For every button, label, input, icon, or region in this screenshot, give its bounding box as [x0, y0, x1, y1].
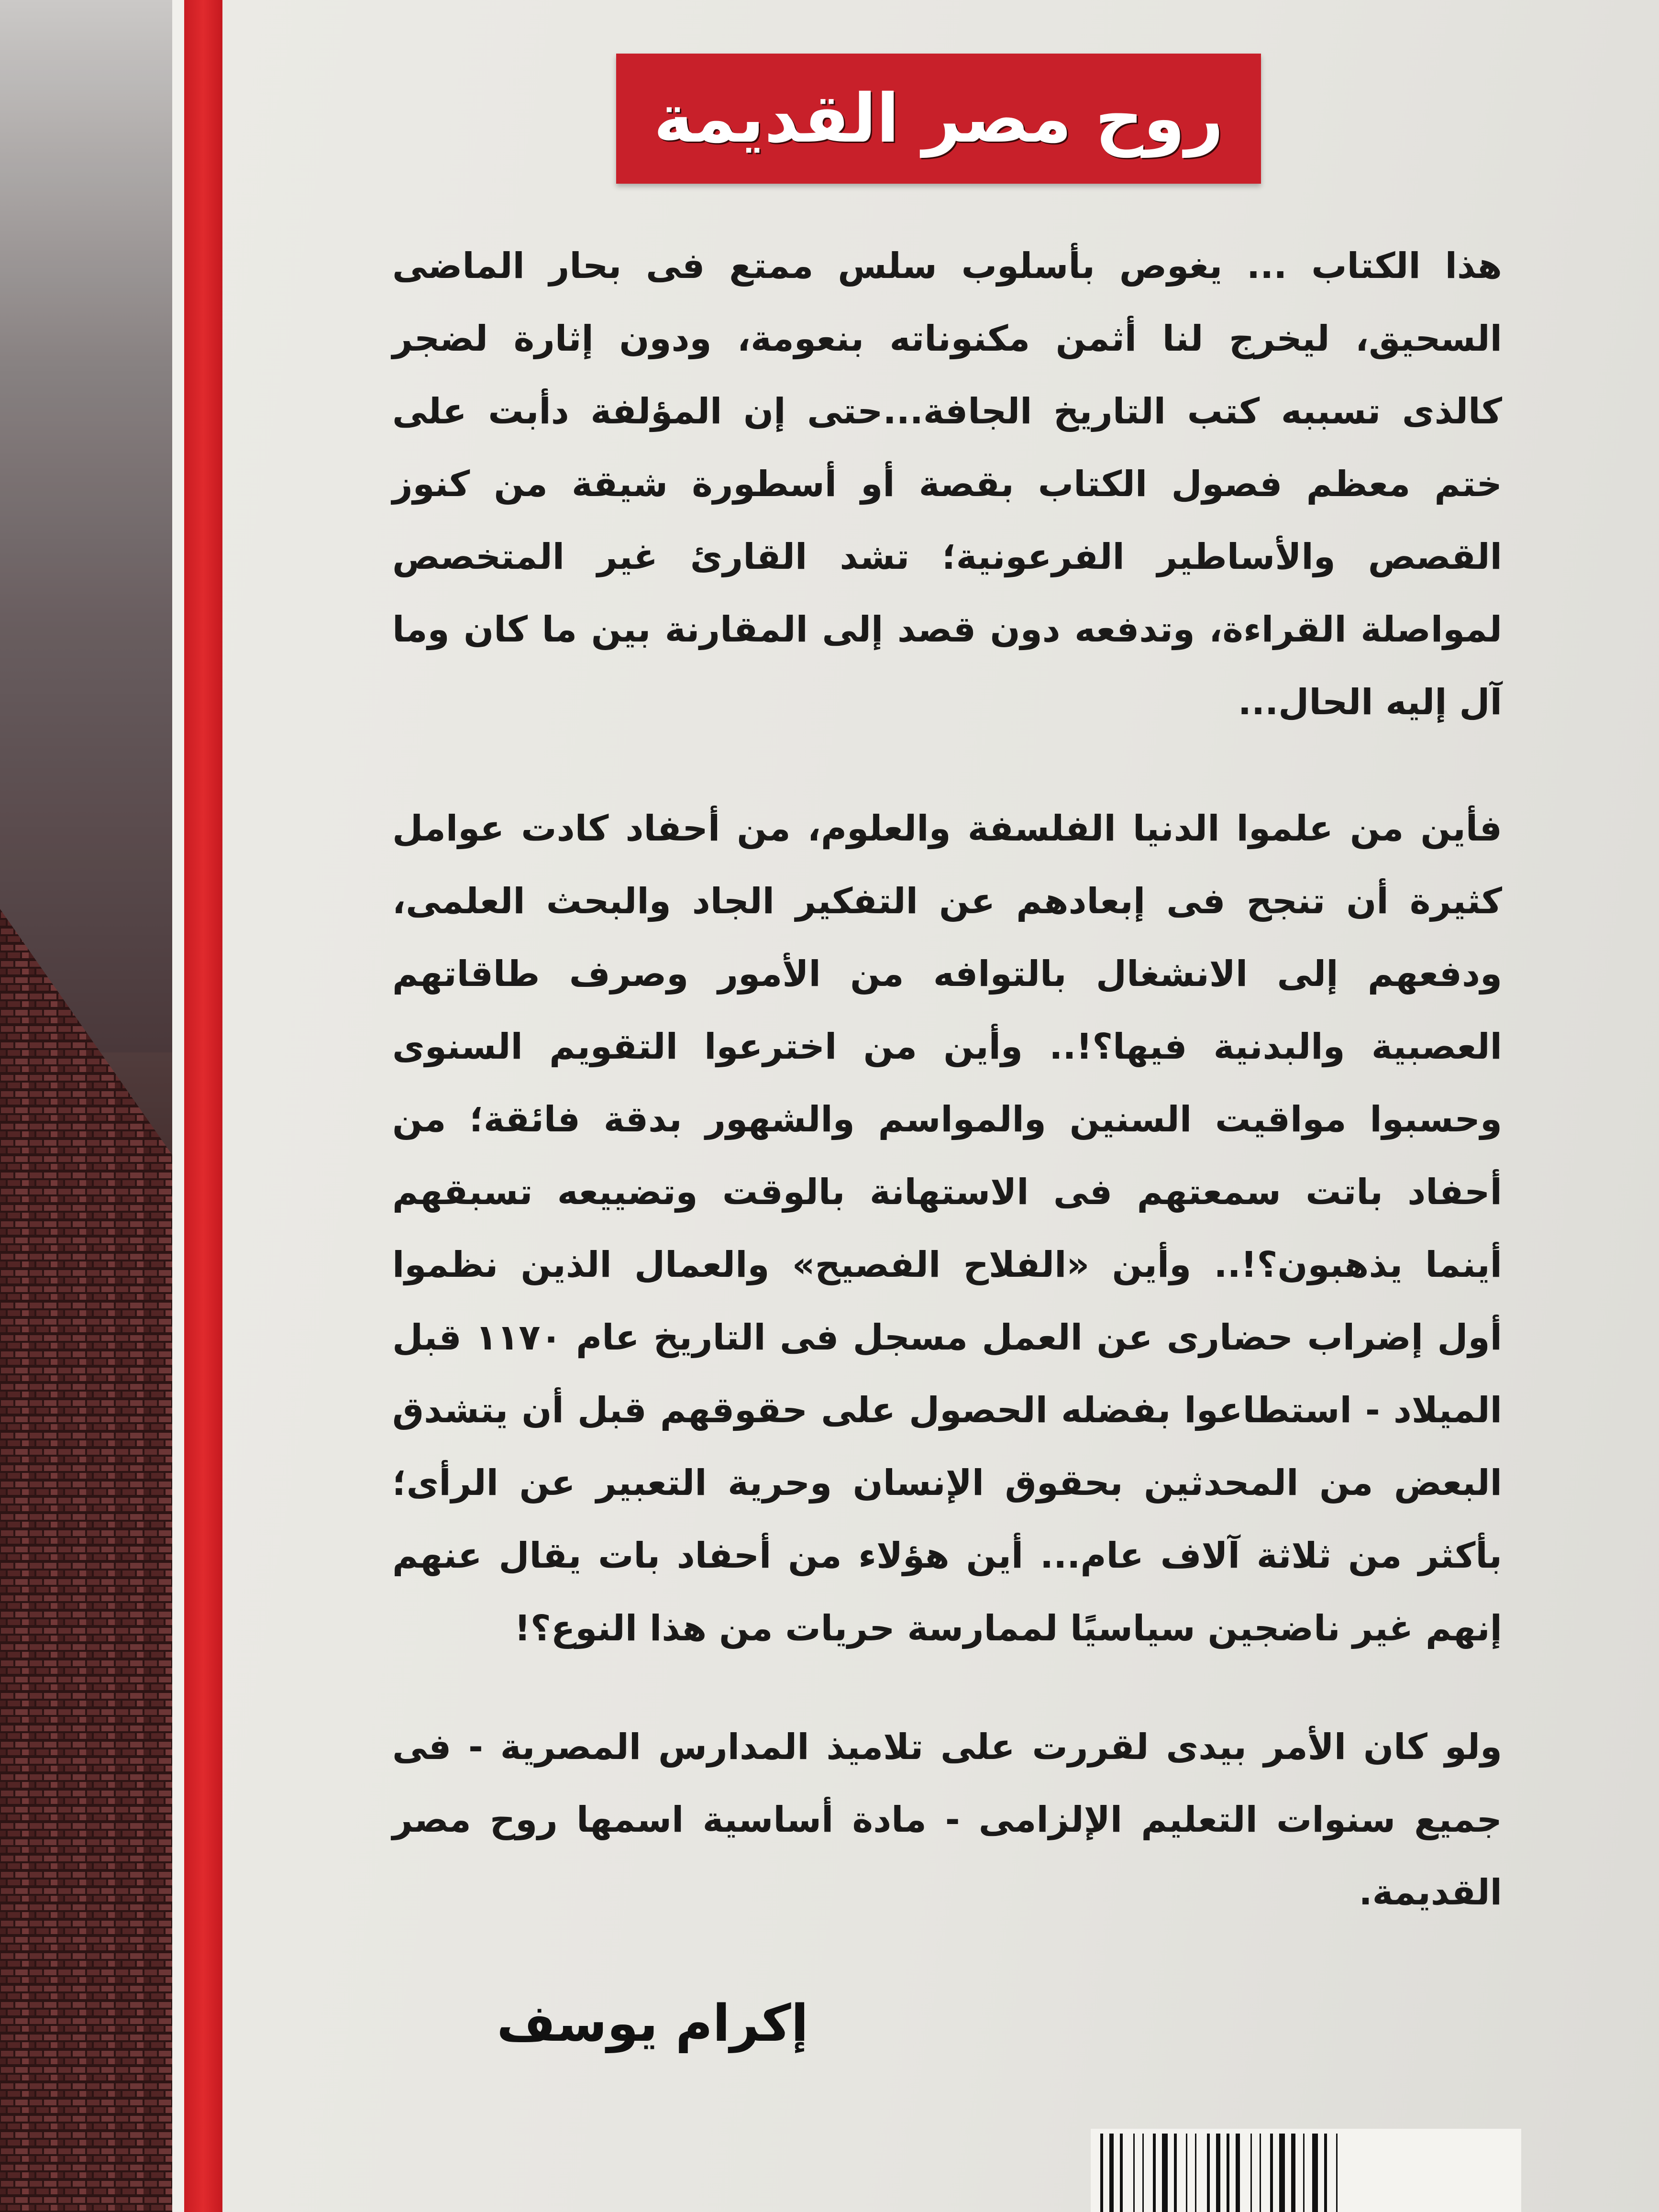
series-title-banner — [616, 54, 1261, 184]
barcode-bar — [1324, 2134, 1327, 2212]
barcode-bar — [1236, 2134, 1240, 2212]
barcode — [1091, 2129, 1521, 2212]
barcode-bar — [1303, 2134, 1305, 2212]
barcode-bar — [1216, 2134, 1220, 2212]
barcode-bar — [1227, 2134, 1229, 2212]
barcode-bar — [1133, 2134, 1135, 2212]
cover-photo-strip — [0, 0, 184, 2212]
author-name: إكرام يوسف — [497, 1994, 808, 2053]
barcode-bar — [1279, 2134, 1285, 2212]
barcode-bar — [1186, 2134, 1187, 2212]
barcode-bar — [1174, 2134, 1177, 2212]
barcode-bar — [1312, 2134, 1318, 2212]
red-vertical-band — [184, 0, 222, 2212]
barcode-bar — [1195, 2134, 1196, 2212]
barcode-bars — [1091, 2129, 1521, 2212]
barcode-bar — [1100, 2134, 1103, 2212]
series-title: روح مصر القديمة — [653, 79, 1224, 158]
barcode-bar — [1270, 2134, 1273, 2212]
barcode-bar — [1291, 2134, 1295, 2212]
barcode-bar — [1109, 2134, 1114, 2212]
blurb-paragraph-1: هذا الكتاب ... يغوص بأسلوب سلس ممتع فى بحار الماضى السحيق، ليخرج لنا أثمن مكنوناته بنعومة، ودون إثارة لضجر كالذى تسببه كتب التاريخ الجافة...حتى إن المؤلفة دأبت على ختم معظم فصول الكتاب بقصة أو أسطورة شيقة من كنوز القصص والأساطير الفرعونية؛ تشد القارئ غير المتخصص لمواصلة القراءة، وتدفعه دون قصد إلى المقارنة بين ما كان وما آل إليه الحال... — [392, 245, 1502, 723]
barcode-bar — [1153, 2134, 1156, 2212]
blurb-text — [392, 230, 1502, 1962]
pyramid-photo — [0, 0, 184, 2212]
blurb-paragraph-2: فأين من علموا الدنيا الفلسفة والعلوم، من أحفاد كادت عوامل كثيرة أن تنجح فى إبعادهم عن التفكير الجاد والبحث العلمى، ودفعهم إلى الانشغال بالتوافه من الأمور وصرف طاقاتهم العصبية والبدنية فيها؟!.. وأين من اخترعوا التقويم السنوى وحسبوا مواقيت السنين والمواسم والشهور بدقة فائقة؛ من أحفاد باتت سمعتهم فى الاستهانة بالوقت وتضييعه تسبقهم أينما يذهبون؟!.. وأين «الفلاح الفصيح» والعمال الذين نظموا أول إضراب حضارى عن العمل مسجل فى التاريخ عام ١١٧٠ قبل الميلاد - استطاعوا بفضله الحصول على حقوقهم قبل أن يتشدق البعض من المحدثين بحقوق الإنسان وحرية التعبير عن الرأى؛ بأكثر من ثلاثة آلاف عام... أين هؤلاء من أحفاد بات يقال عنهم إنهم غير ناضجين سياسيًا لممارسة حريات من هذا النوع؟! — [392, 808, 1502, 1649]
barcode-bar — [1250, 2134, 1252, 2212]
barcode-bar — [1260, 2134, 1261, 2212]
barcode-bar — [1336, 2134, 1338, 2212]
blurb-paragraph-3: ولو كان الأمر بيدى لقررت على تلاميذ المدارس المصرية - فى جميع سنوات التعليم الإلزامى - مادة أساسية اسمها روح مصر القديمة. — [392, 1726, 1502, 1913]
barcode-bar — [1120, 2134, 1123, 2212]
barcode-bar — [1207, 2134, 1210, 2212]
cover-edge-gap — [172, 0, 186, 2212]
barcode-bar — [1162, 2134, 1168, 2212]
barcode-bar — [1142, 2134, 1144, 2212]
